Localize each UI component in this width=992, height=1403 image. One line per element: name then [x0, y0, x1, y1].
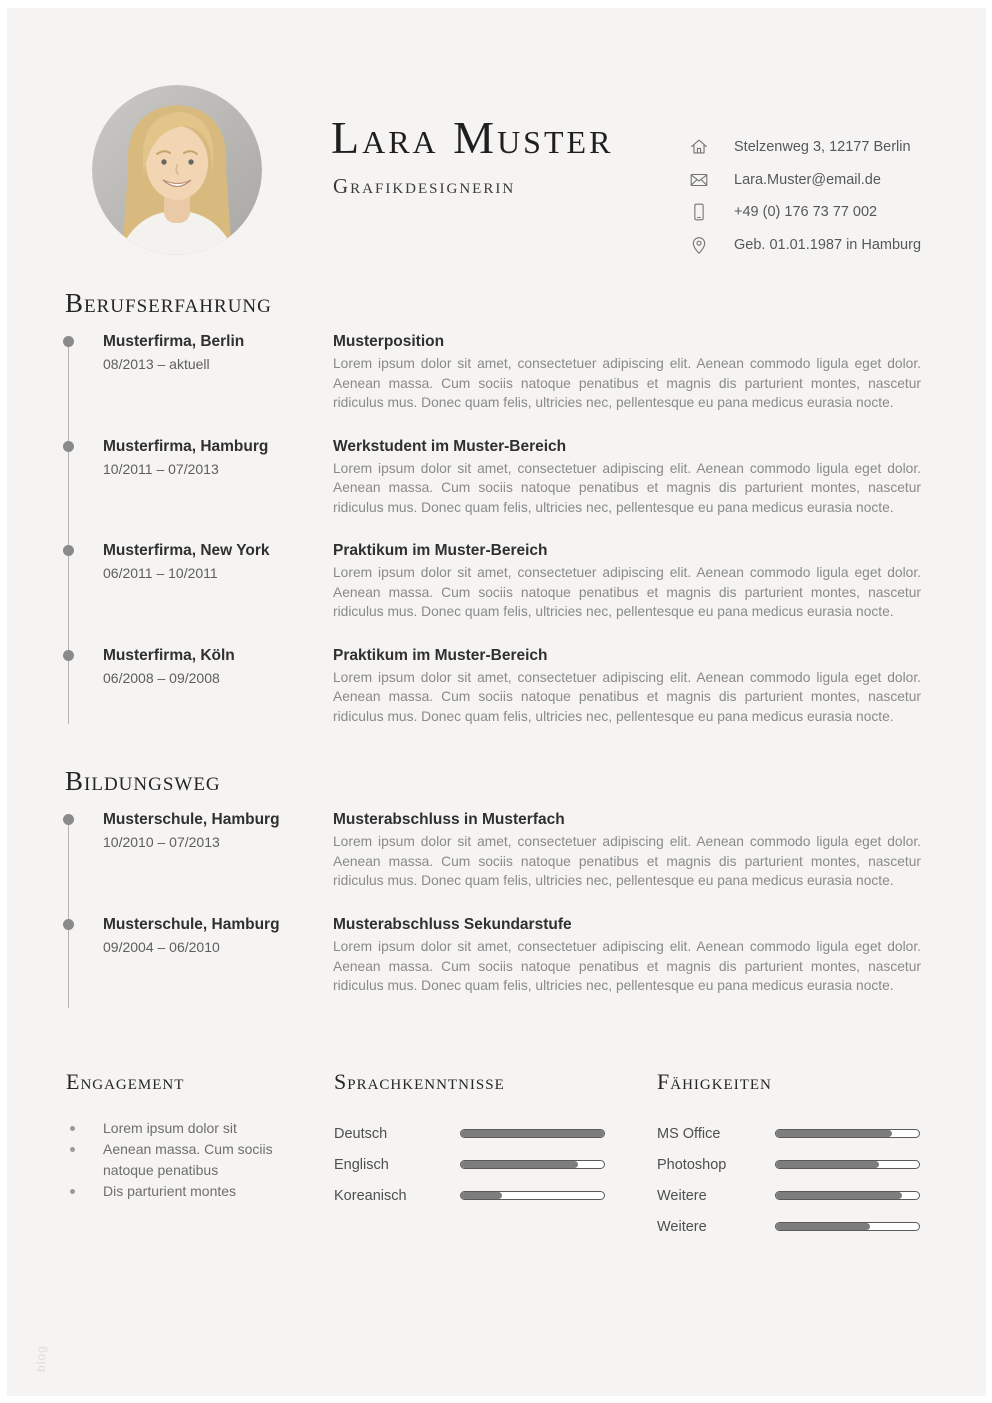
education-entry: [63, 915, 923, 1020]
skills-section: [657, 1068, 927, 1242]
experience-entry: [63, 332, 923, 437]
language-level-bar: [460, 1160, 605, 1169]
entry-description: Lorem ipsum dolor sit amet, consectetuer adipiscing elit. Aenean commodo ligula eget dolor. Aenean massa. Cum sociis natoque penatibus et magnis dis parturient montes, nascetur ridiculus mus. Donec quam felis, ultricies nec, pellentesque eu pana medicus eurasia nocte.: [333, 565, 921, 620]
language-level-bar: [460, 1191, 605, 1200]
skill-level-bar: [775, 1222, 920, 1231]
contact-email-row: [688, 164, 928, 197]
skill-label: Weitere: [657, 1218, 707, 1235]
education-heading: Bildungsweg: [65, 766, 221, 796]
engagement-item: Dis parturient montes: [66, 1181, 281, 1202]
languages-heading: Sprachkenntnisse: [334, 1069, 505, 1094]
language-row: [334, 1149, 614, 1180]
contact-birthdate: Geb. 01.01.1987 in Hamburg: [734, 236, 922, 253]
contact-info: [688, 131, 928, 261]
entry-description: Lorem ipsum dolor sit amet, consectetuer adipiscing elit. Aenean commodo ligula eget dolor. Aenean massa. Cum sociis natoque penatibus et magnis dis parturient montes, nascetur ridiculus mus. Donec quam felis, ultricies nec, pellentesque eu pana medicus eurasia nocte.: [333, 939, 921, 994]
entry-period: 06/2011 – 10/2011: [103, 565, 218, 581]
entry-period: 06/2008 – 09/2008: [103, 669, 220, 686]
experience-entry: [63, 541, 923, 646]
skill-level-bar: [775, 1160, 920, 1169]
experience-entry: [63, 646, 923, 751]
skills-heading: Fähigkeiten: [657, 1069, 772, 1094]
portrait-illustration: [92, 85, 262, 255]
language-label: Deutsch: [334, 1125, 388, 1142]
engagement-heading: Engagement: [66, 1069, 185, 1094]
skill-row: [657, 1211, 927, 1242]
language-row: [334, 1118, 614, 1149]
language-level-fill: [461, 1161, 578, 1168]
skill-row: [657, 1118, 927, 1149]
engagement-section: [66, 1068, 296, 1202]
language-level-fill: [461, 1192, 502, 1199]
entry-organization: Musterfirma, New York: [103, 542, 270, 559]
entry-organization: Musterfirma, Berlin: [103, 333, 245, 350]
timeline-dot-icon: [63, 650, 74, 661]
language-label: Koreanisch: [334, 1187, 407, 1204]
skill-label: MS Office: [657, 1125, 721, 1142]
skill-level-fill: [776, 1192, 902, 1199]
entry-role: Praktikum im Muster-Bereich: [333, 646, 548, 664]
job-title: Grafikdesignerin: [333, 174, 516, 198]
skill-row: [657, 1180, 927, 1211]
engagement-list: [66, 1118, 296, 1202]
contact-phone: +49 (0) 176 73 77 002: [734, 204, 878, 221]
watermark-text: blog: [34, 1345, 48, 1372]
education-entry: [63, 810, 923, 915]
entry-role: Praktikum im Muster-Bereich: [333, 542, 548, 559]
mail-icon: [688, 169, 710, 191]
entry-organization: Musterschule, Hamburg: [103, 811, 280, 828]
contact-email: Lara.Muster@email.de: [734, 171, 881, 188]
experience-section: [63, 286, 923, 750]
timeline-dot-icon: [63, 336, 74, 347]
education-timeline: [63, 810, 923, 1020]
contact-address-row: [688, 131, 928, 164]
location-pin-icon: [688, 234, 710, 256]
skill-label: Photoshop: [657, 1156, 727, 1173]
skill-label: Weitere: [657, 1187, 707, 1204]
experience-timeline: [63, 332, 923, 750]
person-name: Lara Muster: [331, 112, 614, 163]
entry-role: Werkstudent im Muster-Bereich: [333, 437, 567, 455]
entry-period: 10/2010 – 07/2013: [103, 834, 220, 850]
contact-address: Stelzenweg 3, 12177 Berlin: [734, 139, 911, 156]
language-level-fill: [461, 1130, 604, 1137]
language-label: Englisch: [334, 1156, 389, 1173]
profile-photo: [92, 85, 262, 255]
experience-heading: Berufserfahrung: [65, 288, 272, 318]
entry-period: 08/2013 – aktuell: [103, 356, 210, 372]
entry-organization: Musterschule, Hamburg: [103, 916, 280, 933]
engagement-item: Aenean massa. Cum sociis natoque penatibus: [66, 1139, 281, 1181]
skill-level-bar: [775, 1191, 920, 1200]
home-icon: [688, 136, 710, 158]
entry-description: Lorem ipsum dolor sit amet, consectetuer adipiscing elit. Aenean commodo ligula eget dolor. Aenean massa. Cum sociis natoque penatibus et magnis dis parturient montes, nascetur ridiculus mus. Donec quam felis, ultricies nec, pellentesque eu pana medicus eurasia nocte.: [333, 356, 921, 411]
entry-period: 10/2011 – 07/2013: [103, 460, 219, 477]
entry-description: Lorem ipsum dolor sit amet, consectetuer adipiscing elit. Aenean commodo ligula eget dolor. Aenean massa. Cum sociis natoque penatibus et magnis dis parturient montes, nascetur ridiculus mus. Donec quam felis, ultricies nec, pellentesque eu pana medicus eurasia nocte.: [333, 460, 921, 515]
entry-period: 09/2004 – 06/2010: [103, 939, 220, 955]
language-level-bar: [460, 1129, 605, 1138]
entry-role: Musterabschluss Sekundarstufe: [333, 916, 572, 933]
engagement-item: Lorem ipsum dolor sit: [66, 1118, 281, 1139]
skill-level-bar: [775, 1129, 920, 1138]
entry-organization: Musterfirma, Köln: [103, 646, 235, 664]
entry-role: Musterposition: [333, 333, 445, 350]
timeline-dot-icon: [63, 545, 74, 556]
entry-description: Lorem ipsum dolor sit amet, consectetuer adipiscing elit. Aenean commodo ligula eget dolor. Aenean massa. Cum sociis natoque penatibus et magnis dis parturient montes, nascetur ridiculus mus. Donec quam felis, ultricies nec, pellentesque eu pana medicus eurasia nocte.: [333, 669, 921, 724]
skill-level-fill: [776, 1161, 879, 1168]
skill-row: [657, 1149, 927, 1180]
language-row: [334, 1180, 614, 1211]
education-section: [63, 764, 923, 1020]
contact-birth-row: [688, 229, 928, 262]
entry-role: Musterabschluss in Musterfach: [333, 811, 565, 828]
phone-icon: [688, 201, 710, 223]
skill-level-fill: [776, 1130, 892, 1137]
entry-organization: Musterfirma, Hamburg: [103, 437, 269, 455]
timeline-dot-icon: [63, 814, 74, 825]
entry-description: Lorem ipsum dolor sit amet, consectetuer adipiscing elit. Aenean commodo ligula eget dolor. Aenean massa. Cum sociis natoque penatibus et magnis dis parturient montes, nascetur ridiculus mus. Donec quam felis, ultricies nec, pellentesque eu pana medicus eurasia nocte.: [333, 834, 921, 889]
languages-section: [334, 1068, 614, 1211]
skill-bars: [657, 1118, 927, 1242]
experience-entry: [63, 437, 923, 542]
timeline-dot-icon: [63, 919, 74, 930]
timeline-dot-icon: [63, 441, 74, 452]
skill-level-fill: [776, 1223, 870, 1230]
language-bars: [334, 1118, 614, 1211]
contact-phone-row: [688, 196, 928, 229]
